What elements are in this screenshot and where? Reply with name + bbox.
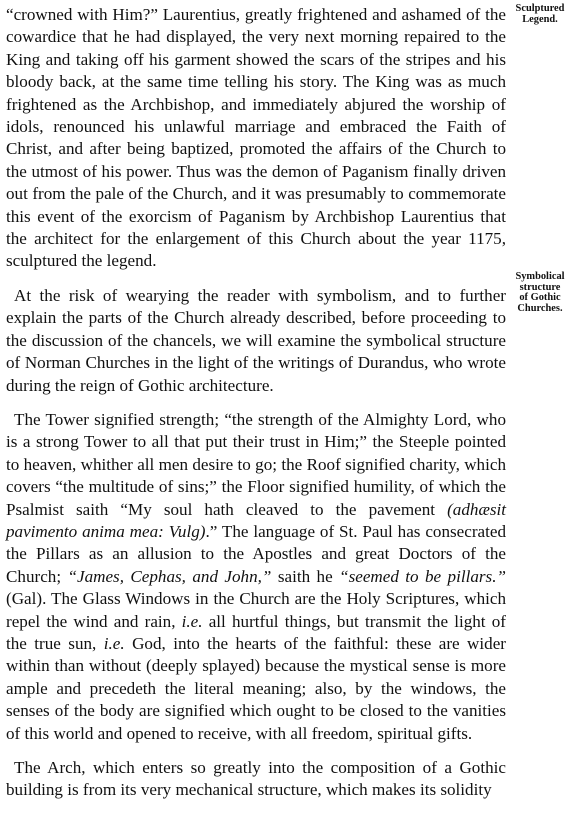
text-run: all hurtful things, but transmit the light of the true sun,	[6, 611, 506, 653]
paragraph-legend-conclusion: “crowned with Him?” Laurentius, greatly frightened and ashamed of the cowardice that he had displayed, the very next morning repaired to the King and taking off his garment showed the scars of the stripes and his bloody back, at the same time telling his story. The King was as much frightened as the Archbishop, and immediately abjured the worship of idols, renounced his unlawful marriage and embraced the Faith of Christ, and after being baptized, promoted the affairs of the Church to the utmost of his power. Thus was the demon of Paganism finally driven out from the pale of the Church, and it was presumably to commemorate this event of the exorcism of Paganism by Archbishop Laurentius that the architect for the enlargement of this Church about the year 1175, sculptured the legend.	[6, 5, 506, 271]
paragraph-symbolism-intro: At the risk of wearying the reader with symbolism, and to further explain the parts of the Church already described, before proceeding to the discussion of the chancels, we will examine the symbolical structure of Norman Churches in the light of the writings of Durandus, who wrote during the reign of Gothic architecture.	[6, 285, 506, 395]
margin-note-line: Symbolical	[515, 271, 565, 282]
margin-note-line: structure	[519, 281, 561, 293]
margin-note-line: Sculptured	[515, 3, 565, 14]
body-text	[6, 4, 506, 814]
margin-note-symbolical-structure	[509, 272, 571, 314]
italic-run: i.e.	[181, 611, 203, 631]
paragraph-arch: The Arch, which enters so greatly into the composition of a Gothic building is from its very mechanical structure, which makes its solidity	[6, 758, 506, 800]
text-run: saith he	[271, 566, 340, 586]
margin-note-line: of Gothic	[519, 292, 561, 303]
margin-note-line: Churches.	[517, 302, 563, 314]
paragraph-tower-symbolism	[6, 409, 506, 745]
text-run: (Gal). The Glass Windows in the Church are the Holy Scriptures, which repel the wind and rain,	[6, 589, 506, 631]
margin-note-line: Legend.	[522, 13, 558, 25]
text-run: .” The language of St. Paul has consecrated the Pillars as an allusion to the Apostles and great Doctors of the Church;	[6, 521, 507, 586]
margin-note-sculptured-legend	[509, 4, 571, 25]
text-run: The Tower signified strength; “the strength of the Almighty Lord, who is a strong Tower to all that put their trust in Him;” the Steeple pointed to heaven, whither all men desire to go; the Roof signified charity, which covers “the multitude of sins;” the Floor signified humility, of which the Psalmist saith “My soul hath cleaved to the pavement	[6, 409, 506, 519]
italic-run: (adhæsit pavimento anima mea: Vulg)	[6, 499, 506, 541]
italic-run: “James, Cephas, and John,”	[67, 566, 272, 586]
text-run: God, into the hearts of the faithful: these are wider within than without (deeply splayed) because the mystical sense is more ample and precedeth the literal meaning; also, by the windows, the senses of the body are signified which ought to be closed to the vanities of this world and opened to receive, with all freedom, spiritual gifts.	[6, 633, 506, 743]
italic-run: i.e.	[103, 633, 125, 653]
italic-run: “seemed to be pillars.”	[339, 566, 506, 586]
